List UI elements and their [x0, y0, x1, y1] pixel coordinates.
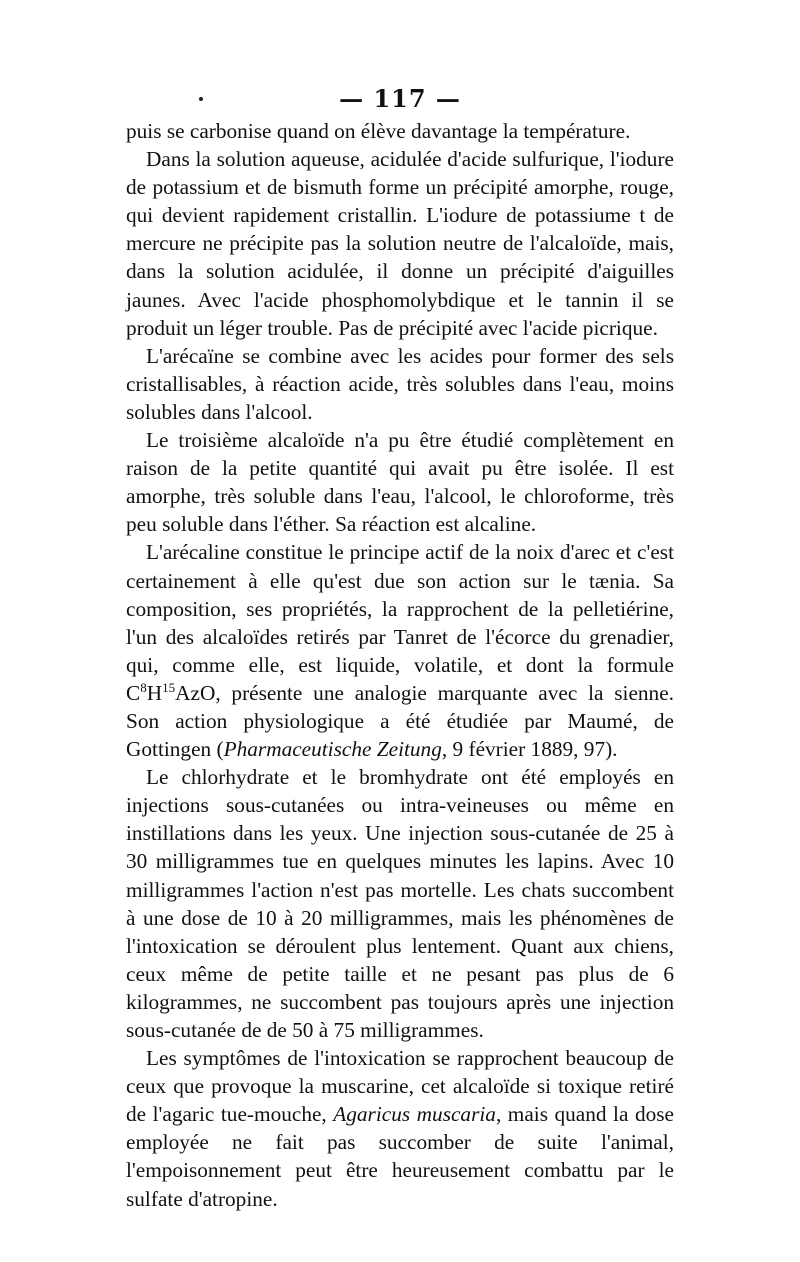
text-run: Le chlorhydrate et le bromhydrate ont été employés en injections sous-cutanées ou intra-veineuses ou même en instillations dans les yeux. Une injection sous-cutanée de 25 à 30 milligrammes tue en quelques minutes les lapins. Avec 10 milligrammes l'action n'est pas mortelle. Les chats succombent à une dose de 10 à 20 milligrammes, mais les phénomènes de l'intoxication se déroulent plus lentement. Quant aux chiens, ceux même de petite taille et ne pesant pas plus de 6 kilogrammes, ne succombent pas toujours après une injection sous-cutanée de de 50 à 75 milligrammes.: [126, 765, 674, 1042]
paragraph-p5: [126, 538, 674, 763]
text-run: L'arécaline constitue le principe actif de la noix d'arec et c'est certainement à elle qu'est due son action sur le tænia. Sa composition, ses propriétés, la rapprochent de la pelletiérine, l'un des alcaloïdes retirés par Tanret de l'écorce du grenadier, qui, comme elle, est liquide, volatile, et dont la formule C: [126, 540, 674, 705]
text-run: AzO, présente une analogie marquante avec la sienne. Son action physiologique a été étudiée par Maumé, de Gottingen (: [126, 680, 674, 762]
paragraph-p1: [126, 117, 674, 145]
text-run: puis se carbonise quand on élève davantage la température.: [126, 119, 631, 143]
text-run: , mais quand la dose employée ne fait pas succomber de suite l'animal, l'empoisonnement peut être heureusement combattu par le sulfate d'atropine.: [126, 1102, 674, 1211]
text-run: Le troisième alcaloïde n'a pu être étudié complètement en raison de la petite quantité qui avait pu être isolée. Il est amorphe, très soluble dans l'eau, l'alcool, le chloroforme, très peu soluble dans l'éther. Sa réaction est alcaline.: [126, 428, 674, 537]
italic-title: Pharmaceutische Zeitung: [223, 737, 442, 762]
italic-title: Agaricus muscaria: [333, 1102, 496, 1127]
paragraph-p7: [126, 1044, 674, 1213]
superscript: 15: [162, 679, 176, 695]
page-number: — 117 —: [339, 84, 461, 113]
superscript: 8: [140, 679, 147, 695]
ink-speck: [199, 97, 203, 101]
text-run: L'arécaïne se combine avec les acides pour former des sels cristallisables, à réaction acide, très solubles dans l'eau, moins solubles dans l'alcool.: [126, 343, 674, 424]
paragraph-p6: [126, 763, 674, 1044]
text-run: Dans la solution aqueuse, acidulée d'acide sulfurique, l'iodure de potassium et de bismuth forme un précipité amorphe, rouge, qui devient rapidement cristallin. L'iodure de potassiume t de mercure ne précipite pas la solution neutre de l'alcaloïde, mais, dans la solution acidulée, il donne un précipité d'aiguilles jaunes. Avec l'acide phosphomolybdique et le tannin il se produit un léger trouble. Pas de précipité avec l'acide picrique.: [126, 147, 674, 340]
paragraph-p2: [126, 145, 674, 342]
paragraph-p4: [126, 426, 674, 538]
body-text: [126, 117, 674, 1213]
text-run: Les symptômes de l'intoxication se rapprochent beaucoup de ceux que provoque la muscarine, cet alcaloïde si toxique retiré de l'agaric tue-mouche,: [126, 1046, 674, 1127]
text-run: H: [146, 680, 163, 705]
text-run: , 9 février 1889, 97).: [441, 737, 618, 762]
paragraph-p3: [126, 342, 674, 426]
